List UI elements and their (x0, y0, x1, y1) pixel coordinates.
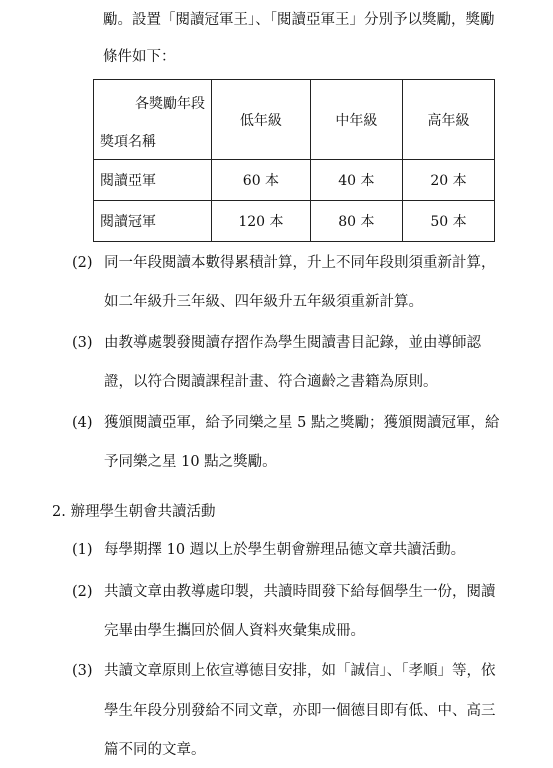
item-number: (2) (72, 255, 93, 271)
item-text: 證，以符合閱讀課程計畫、符合適齡之書籍為原則。 (104, 374, 438, 390)
item-text: 學生年段分別發給不同文章，亦即一個德目即有低、中、高三 (104, 703, 496, 719)
item-number: (1) (72, 542, 93, 558)
item-number: (3) (72, 335, 93, 351)
item-text: 共讀文章由教導處印製，共讀時間發下給每個學生一份，閱讀 (104, 584, 496, 600)
item-number: (3) (72, 663, 93, 679)
item-text: 如二年級升三年級、四年級升五年級須重新計算。 (104, 294, 423, 310)
row-label: 閱讀冠軍 (94, 201, 212, 242)
corner-label-award: 獎項名稱 (100, 133, 156, 150)
row-label: 閱讀亞軍 (94, 160, 212, 201)
table-header-row (94, 80, 495, 160)
item-text: 予同樂之星 10 點之獎勵。 (104, 454, 277, 470)
column-header: 低年級 (212, 80, 311, 160)
item-text: 篇不同的文章。 (104, 742, 206, 758)
item-text: 完畢由學生攜回於個人資料夾彙集成冊。 (104, 623, 365, 639)
table-corner-cell (94, 80, 212, 160)
table-cell: 80 本 (310, 201, 402, 242)
item-text: 同一年段閱讀本數得累積計算，升上不同年段則須重新計算， (104, 255, 496, 271)
item-number: (4) (72, 415, 93, 431)
intro-line-2: 條件如下： (103, 49, 176, 65)
column-header: 中年級 (310, 80, 402, 160)
item-text: 獲頒閱讀亞軍，給予同樂之星 5 點之獎勵；獲頒閱讀冠軍，給 (104, 415, 500, 431)
section-heading: 2. 辦理學生朝會共讀活動 (52, 504, 216, 520)
award-conditions-table (93, 79, 495, 242)
item-number: (2) (72, 584, 93, 600)
table-row (94, 160, 495, 201)
table-cell: 50 本 (402, 201, 494, 242)
item-text: 共讀文章原則上依宣導德目安排，如「誠信」、「孝順」等，依 (104, 663, 496, 679)
table-cell: 60 本 (212, 160, 311, 201)
table-cell: 120 本 (212, 201, 311, 242)
corner-label-grade: 各獎勵年段 (135, 95, 205, 112)
table-row (94, 201, 495, 242)
item-text: 每學期擇 10 週以上於學生朝會辦理品德文章共讀活動。 (104, 542, 466, 558)
table-cell: 40 本 (310, 160, 402, 201)
intro-line-1: 勵。設置「閱讀冠軍王」、「閱讀亞軍王」分別予以獎勵，獎勵 (103, 12, 495, 28)
column-header: 高年級 (402, 80, 494, 160)
item-text: 由教導處製發閱讀存摺作為學生閱讀書目記錄，並由導師認 (104, 335, 481, 351)
table-cell: 20 本 (402, 160, 494, 201)
